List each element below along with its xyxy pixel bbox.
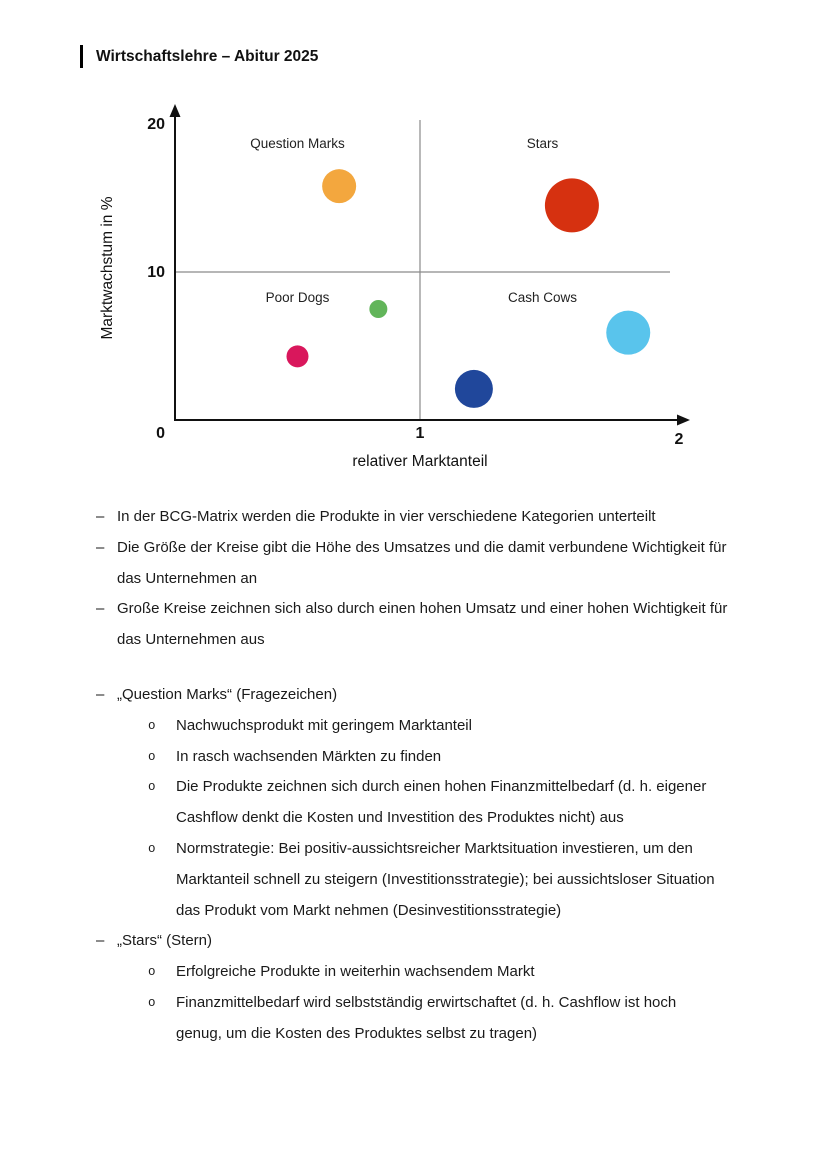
list-item-text: Die Produkte zeichnen sich durch einen hohen Finanzmittelbedarf (d. h. eigener Cashflow denkt die Kosten und Investition des Produktes nicht) aus <box>176 778 707 827</box>
list-item-text: „Question Marks“ (Fragezeichen) <box>117 685 338 703</box>
y-tick-label: 10 <box>147 264 165 281</box>
bullet-marker: o <box>148 995 156 1010</box>
bubble-poor-dogs <box>369 300 387 318</box>
list-item <box>96 988 756 1050</box>
x-axis-title: relativer Marktanteil <box>352 453 488 470</box>
quadrant-label-bottom-left: Poor Dogs <box>265 290 330 305</box>
bullet-marker: – <box>96 600 105 618</box>
list-item <box>96 834 756 926</box>
y-axis-arrow-icon <box>170 104 181 117</box>
header-accent-bar <box>80 45 83 68</box>
bullet-marker: – <box>96 685 105 703</box>
quadrant-label-bottom-right: Cash Cows <box>507 290 578 305</box>
list-item <box>96 711 756 742</box>
y-axis-title: Marktwachstum in % <box>99 196 116 340</box>
list-item-text: In rasch wachsenden Märkten zu finden <box>176 747 442 765</box>
list-item-text: Normstrategie: Bei positiv-aussichtsreicher Marktsituation investieren, um den Marktanteil schnell zu steigern (Investitionsstrategie); bei aussichtsloser Situation das Produkt vom Markt nehmen (Desinvestitionsstrategie) <box>176 839 715 919</box>
list-item-text: Die Größe der Kreise gibt die Höhe des Umsatzes und die damit verbundene Wichtigkeit für das Unternehmen an <box>117 538 727 587</box>
bullet-marker: – <box>96 538 105 556</box>
page-title: Wirtschaftslehre – Abitur 2025 <box>96 47 319 65</box>
notes-list <box>96 502 756 1050</box>
list-item-text: Erfolgreiche Produkte in weiterhin wachsendem Markt <box>176 963 535 981</box>
list-item-text: Nachwuchsprodukt mit geringem Marktanteil <box>176 716 472 734</box>
list-item <box>96 926 756 957</box>
bubble-cash-cows <box>606 311 650 355</box>
bullet-marker: – <box>96 508 105 525</box>
list-item <box>96 742 756 773</box>
list-item-text: In der BCG-Matrix werden die Produkte in vier verschiedene Kategorien unterteilt <box>117 508 656 525</box>
bcg-matrix-chart <box>90 100 710 485</box>
x-tick-label: 1 <box>415 425 425 442</box>
bubble-cash-cows <box>455 370 493 408</box>
quadrant-label-top-right: Stars <box>526 136 559 151</box>
bullet-marker: – <box>96 932 105 950</box>
bullet-marker: o <box>148 841 156 856</box>
list-item <box>96 772 756 834</box>
list-item <box>96 533 756 595</box>
page-header <box>80 45 318 68</box>
bcg-matrix-svg <box>90 100 710 485</box>
x-axis-arrow-icon <box>677 415 690 426</box>
x-tick-label: 0 <box>156 425 165 442</box>
bullet-marker: o <box>148 965 156 980</box>
list-item <box>96 594 756 656</box>
bullet-marker: o <box>148 780 156 795</box>
bubble-poor-dogs <box>287 345 309 367</box>
bubble-stars <box>545 178 599 232</box>
x-tick-label: 2 <box>674 431 684 448</box>
bullet-marker: o <box>148 718 156 733</box>
y-tick-label: 20 <box>147 116 165 133</box>
bubble-question-marks <box>322 169 356 203</box>
list-item <box>96 680 756 711</box>
list-item-text: Finanzmittelbedarf wird selbstständig erwirtschaftet (d. h. Cashflow ist hoch genug, um die Kosten des Produktes selbst zu tragen) <box>176 993 677 1042</box>
list-item-text: Große Kreise zeichnen sich also durch einen hohen Umsatz und einer hohen Wichtigkeit für das Unternehmen aus <box>117 600 728 649</box>
quadrant-label-top-left: Question Marks <box>250 136 345 151</box>
list-item <box>96 502 756 533</box>
list-item-text: „Stars“ (Stern) <box>117 932 213 950</box>
list-item <box>96 957 756 988</box>
bullet-marker: o <box>148 749 156 764</box>
